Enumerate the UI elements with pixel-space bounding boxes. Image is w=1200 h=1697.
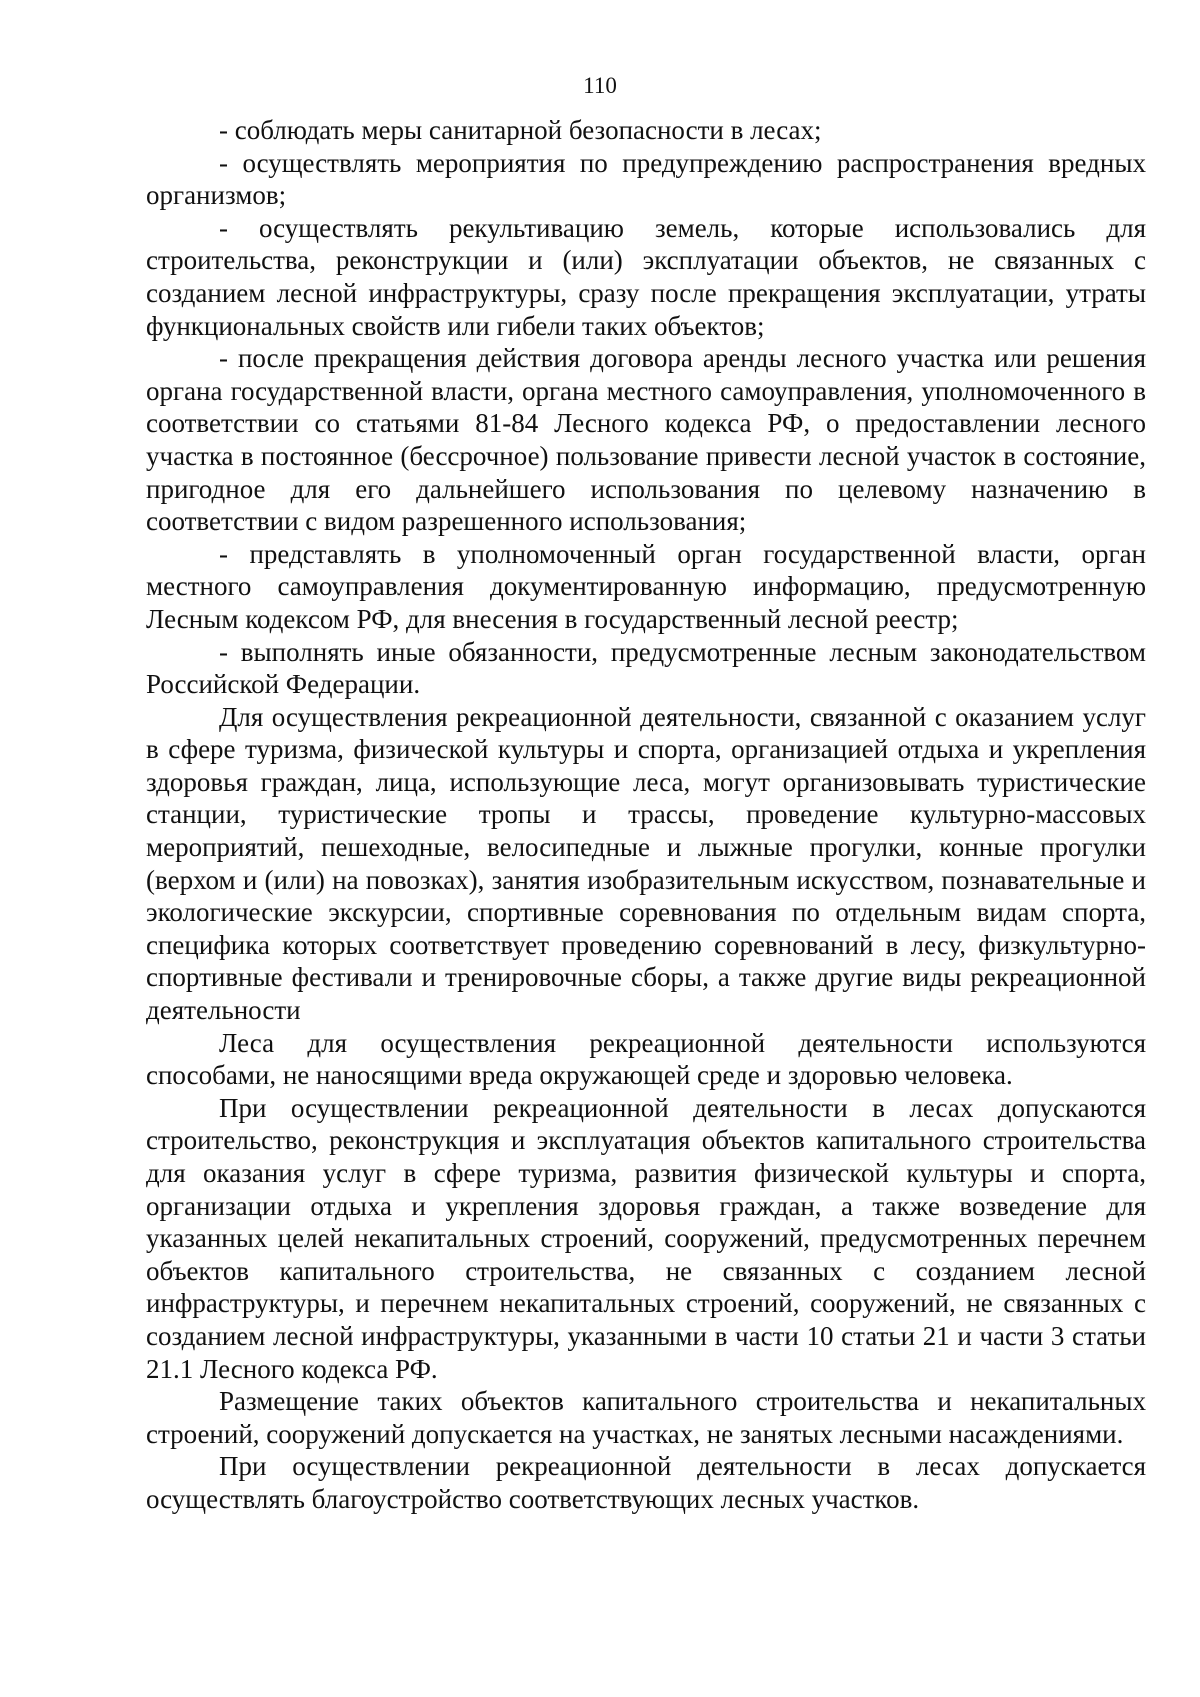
paragraph-after-lease: - после прекращения действия договора аренды лесного участка или решения органа государственной власти, органа местного самоуправления, уполномоченного в соответствии со статьями 81-84 Лесного кодекса РФ, о предоставлении лесного участка в постоянное (бессрочное) пользование привести лесной участок в состояние, пригодное для его дальнейшего использования по целевому назначению в соответствии с видом разрешенного использования; — [146, 343, 1146, 537]
paragraph-land-recultivation: - осуществлять рекультивацию земель, которые использовались для строительства, реконструкции и (или) эксплуатации объектов, не связанных с созданием лесной инфраструктуры, сразу после прекращения эксплуатации, утраты функциональных свойств или гибели таких объектов; — [146, 212, 1146, 341]
paragraph-forest-registry: - представлять в уполномоченный орган государственной власти, орган местного самоуправления документированную информацию, предусмотренную Лесным кодексом РФ, для внесения в государственный лесной реестр; — [146, 538, 1146, 634]
document-body — [146, 114, 1146, 1516]
paragraph-sanitary-safety: - соблюдать меры санитарной безопасности в лесах; — [219, 115, 822, 145]
paragraph-harmful-organisms: - осуществлять мероприятия по предупреждению распространения вредных организмов; — [146, 147, 1146, 211]
paragraph-construction-allowed: При осуществлении рекреационной деятельности в лесах допускаются строительство, реконструкция и эксплуатация объектов капитального строительства для оказания услуг в сфере туризма, развития физической культуры и спорта, организации отдыха и укрепления здоровья граждан, а также возведение для указанных целей некапитальных строений, сооружений, предусмотренных перечнем объектов капитального строительства, не связанных с созданием лесной инфраструктуры, и перечнем некапитальных строений, сооружений, не связанных с созданием лесной инфраструктуры, указанными в части 10 статьи 21 и части 3 статьи 21.1 Лесного кодекса РФ. — [146, 1092, 1146, 1384]
paragraph-landscaping: При осуществлении рекреационной деятельности в лесах допускается осуществлять благоустройство соответствующих лесных участков. — [146, 1451, 1146, 1514]
paragraph-forest-use-methods: Леса для осуществления рекреационной деятельности используются способами, не наносящими вреда окружающей среде и здоровью человека. — [146, 1027, 1146, 1091]
paragraph-recreational-activity: Для осуществления рекреационной деятельности, связанной с оказанием услуг в сфере туризма, физической культуры и спорта, организацией отдыха и укрепления здоровья граждан, лица, использующие леса, могут организовывать туристические станции, туристические тропы и трассы, проведение культурно-массовых мероприятий, пешеходные, велосипедные и лыжные прогулки, конные прогулки (верхом и (или) на повозках), занятия изобразительным искусством, познавательные и экологические экскурсии, спортивные соревнования по отдельным видам спорта, специфика которых соответствует проведению соревнований в лесу, физкультурно-спортивные фестивали и тренировочные сборы, а также другие виды рекреационной деятельности — [146, 701, 1146, 1026]
page-number: 110 — [583, 73, 617, 98]
paragraph-object-placement: Размещение таких объектов капитального строительства и некапитальных строений, сооружений допускается на участках, не занятых лесными насаждениями. — [146, 1386, 1146, 1449]
paragraph-other-duties: - выполнять иные обязанности, предусмотренные лесным законодательством Российской Федерации. — [146, 636, 1146, 700]
